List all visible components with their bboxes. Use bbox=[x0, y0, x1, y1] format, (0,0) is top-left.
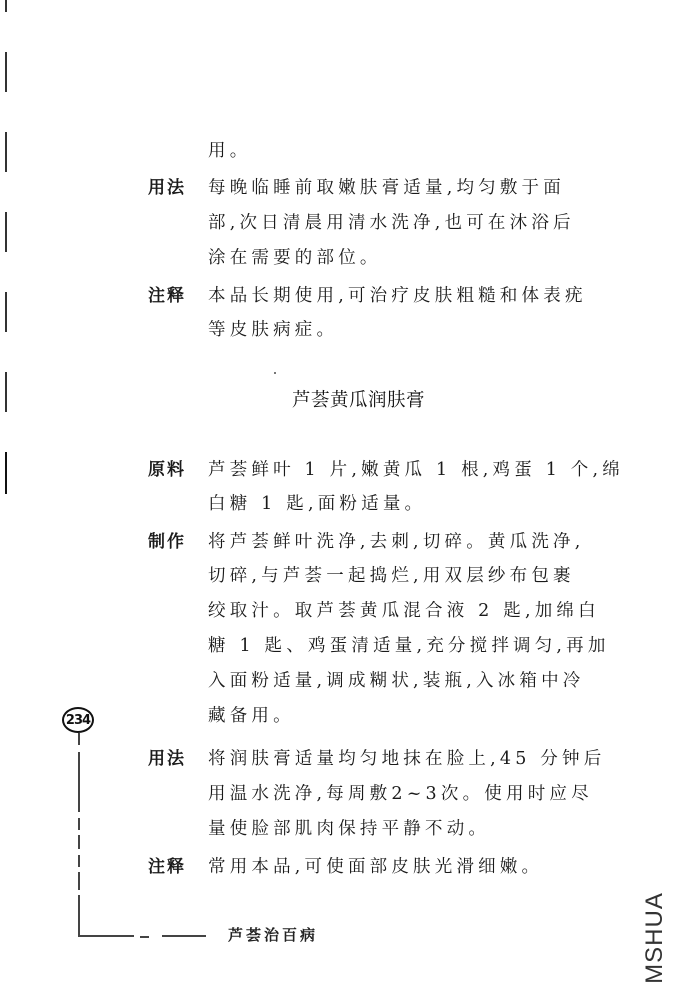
usage-line: 涂在需要的部位。 bbox=[208, 248, 382, 268]
folio-rule bbox=[78, 855, 80, 867]
ingredients-line: 白糖 1 匙,面粉适量。 bbox=[208, 494, 427, 514]
preparation-line: 糖 1 匙、鸡蛋清适量,充分搅拌调匀,再加 bbox=[208, 636, 610, 656]
folio-rule bbox=[78, 935, 134, 937]
watermark-text: MSHUA bbox=[641, 892, 669, 984]
section-label-usage: 用法 bbox=[148, 749, 186, 769]
section-label-usage: 用法 bbox=[148, 178, 186, 198]
preparation-line: 将芦荟鲜叶洗净,去刺,切碎。黄瓜洗净, bbox=[208, 532, 585, 552]
notes-line: 本品长期使用,可治疗皮肤粗糙和体表疣 bbox=[208, 286, 587, 306]
binding-margin-mark bbox=[5, 0, 7, 12]
section-label-notes: 注释 bbox=[148, 286, 186, 306]
folio-rule bbox=[78, 752, 80, 812]
notes-line: 常用本品,可使面部皮肤光滑细嫩。 bbox=[208, 857, 544, 877]
binding-margin-mark bbox=[5, 292, 7, 332]
notes-line: 等皮肤病症。 bbox=[208, 320, 339, 340]
usage-line: 将润肤膏适量均匀地抹在脸上,45 分钟后 bbox=[208, 749, 606, 769]
folio-rule bbox=[140, 936, 149, 938]
folio-rule bbox=[78, 818, 80, 830]
usage-line: 部,次日清晨用清水洗净,也可在沐浴后 bbox=[208, 213, 575, 233]
folio-rule bbox=[162, 935, 206, 937]
recipe-title: 芦荟黄瓜润肤膏 bbox=[292, 390, 426, 411]
ingredients-line: 芦荟鲜叶 1 片,嫩黄瓜 1 根,鸡蛋 1 个,绵 bbox=[208, 460, 624, 480]
preparation-line: 切碎,与芦荟一起捣烂,用双层纱布包裹 bbox=[208, 566, 575, 586]
watermark bbox=[640, 890, 670, 986]
binding-margin-mark bbox=[5, 372, 7, 412]
continuation-text: 用。 bbox=[208, 141, 252, 161]
folio-rule bbox=[78, 733, 80, 745]
section-label-ingredients: 原料 bbox=[148, 460, 186, 480]
binding-margin-mark bbox=[5, 52, 7, 92]
preparation-line: 入面粉适量,调成糊状,装瓶,入冰箱中冷 bbox=[208, 671, 585, 691]
usage-line: 用温水洗净,每周敷2~3次。使用时应尽 bbox=[208, 784, 593, 804]
binding-margin-mark bbox=[5, 452, 7, 494]
binding-margin-mark bbox=[5, 212, 7, 252]
folio-rule bbox=[78, 872, 80, 890]
section-label-notes: 注释 bbox=[148, 857, 186, 877]
folio-rule bbox=[78, 835, 80, 849]
usage-line: 每晚临睡前取嫩肤膏适量,均匀敷于面 bbox=[208, 178, 565, 198]
page-number: 234 bbox=[62, 707, 94, 733]
preparation-line: 藏备用。 bbox=[208, 706, 295, 726]
print-speck bbox=[274, 372, 276, 374]
usage-line: 量使脸部肌肉保持平静不动。 bbox=[208, 819, 491, 839]
folio-rule bbox=[78, 895, 80, 936]
running-footer-title: 芦荟治百病 bbox=[228, 926, 319, 944]
preparation-line: 绞取汁。取芦荟黄瓜混合液 2 匙,加绵白 bbox=[208, 601, 600, 621]
section-label-preparation: 制作 bbox=[148, 532, 186, 552]
binding-margin-mark bbox=[5, 132, 7, 172]
